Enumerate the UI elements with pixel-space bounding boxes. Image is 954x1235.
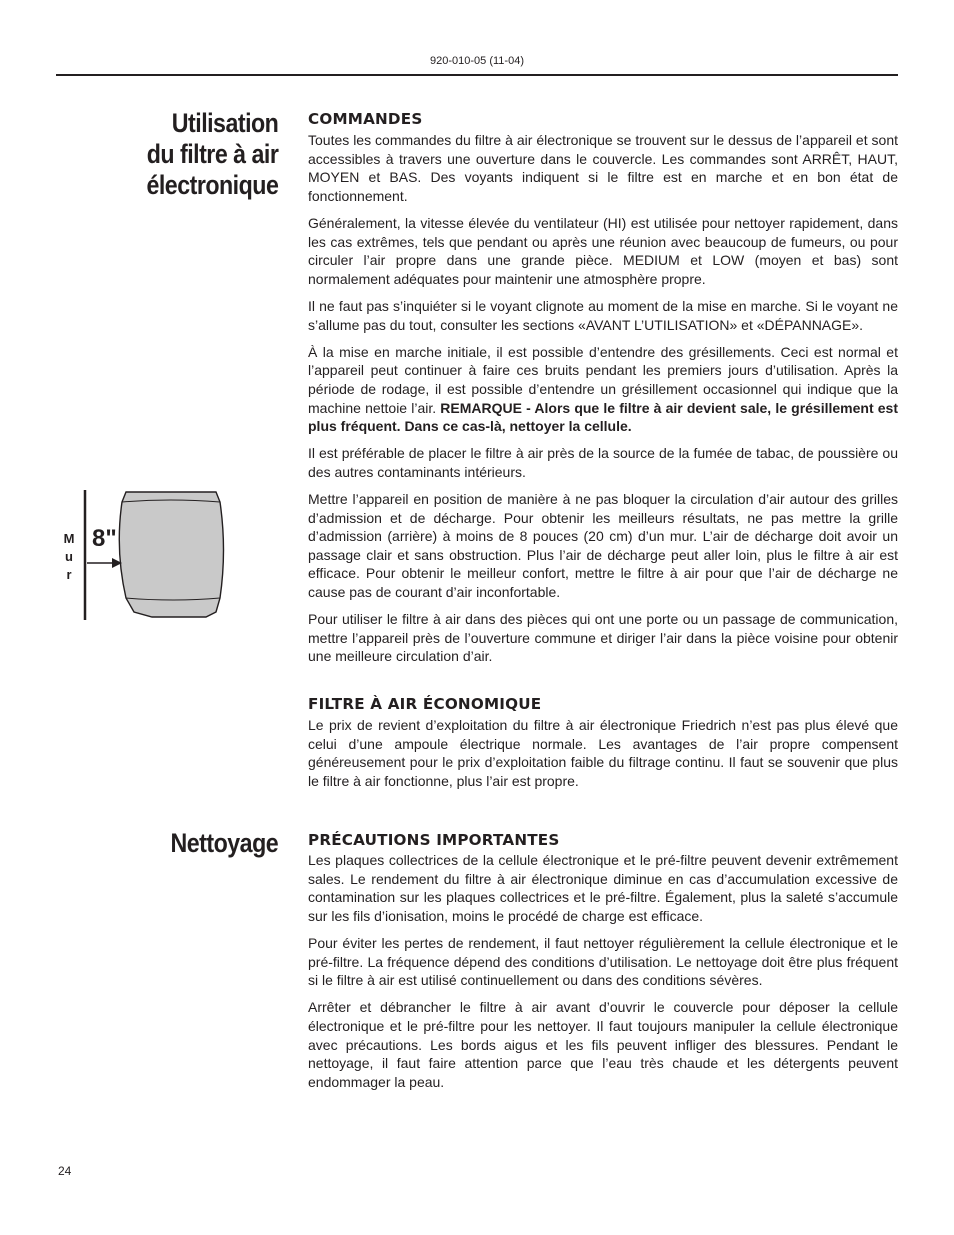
section-title-utilisation bbox=[146, 108, 278, 201]
heading-precautions: PRÉCAUTIONS IMPORTANTES bbox=[308, 831, 560, 849]
paragraph: Le prix de revient d’exploitation du filtre à air électronique Friedrich n’est pas plus élevé que celui d’une ampoule électrique normale. Les avantages de l’air propre compensent généreusement pour le prix d’exploitation faible du filtrage continu. Il faut se souvenir que plus le filtre à air fonctionne, plus l’air est propre. bbox=[308, 717, 898, 789]
document-number: 920-010-05 (11-04) bbox=[430, 55, 524, 67]
filtre-economique-text bbox=[308, 716, 898, 799]
paragraph: Il ne faut pas s’inquiéter si le voyant clignote au moment de la mise en marche. Si le voyant ne s’allume pas du tout, consulter les sections «AVANT L’UTILISATION» et «DÉPANNAGE». bbox=[308, 297, 898, 333]
paragraph: Pour utiliser le filtre à air dans des pièces qui ont une porte ou un passage de communication, mettre l’appareil près de l’ouverture commune et diriger l’air dans la pièce voisine pour obtenir une meilleure circulation d’air. bbox=[308, 611, 898, 665]
header-rule bbox=[56, 74, 898, 76]
precautions-text bbox=[308, 851, 898, 1100]
paragraph: Les plaques collectrices de la cellule électronique et le pré-filtre peuvent devenir extrêmement sales. Le rendement du filtre à air électronique diminue en cas d’accumulation excessive de contamination sur les plaques collectrices et le pré-filtre. Également, plus la saleté s’accumule sur les fils d’ionisation, moins le procédé de charge est efficace. bbox=[308, 852, 898, 924]
wall-letter: M bbox=[63, 531, 75, 546]
title-line: du filtre à air bbox=[146, 139, 278, 169]
heading-filtre-economique: FILTRE À AIR ÉCONOMIQUE bbox=[308, 695, 542, 713]
air-filter-unit-drawing bbox=[56, 488, 232, 624]
paragraph: Généralement, la vitesse élevée du ventilateur (HI) est utilisée pour nettoyer rapidement, dans les cas extrêmes, tels que pendant ou après une réunion avec beaucoup de fumeurs, ou pour circuler l’air propre dans une grande pièce. MEDIUM et LOW (moyen et bas) sont normalement adéquates pour maintenir une atmosphère propre. bbox=[308, 214, 898, 287]
paragraph: Toutes les commandes du filtre à air électronique se trouvent sur le dessus de l’appareil et sont accessibles à travers une ouverture dans le couvercle. Les commandes sont ARRÊT, HAUT, MOYEN et BAS. Des voyants indiquent si le filtre est en marche et en bon état de fonctionnement. bbox=[308, 132, 898, 204]
paragraph: Arrêter et débrancher le filtre à air avant d’ouvrir le couvercle pour déposer la cellule électronique et le pré-filtre pour les nettoyer. Il faut toujours manipuler la cellule électronique avec précautions. Les bords aigus et les fils peuvent infliger des blessures. Pendant le nettoyage, il faut faire attention parce que l’eau très chaude et les détergents peuvent endommager la peau. bbox=[308, 999, 898, 1090]
wall-letter: r bbox=[66, 567, 72, 582]
paragraph: Pour éviter les pertes de rendement, il faut nettoyer régulièrement la cellule électronique et le pré-filtre. La fréquence dépend des conditions d’utilisation. Le nettoyage doit être plus fréquent si le filtre à air est utilisé continuellement ou dans des conditions sévères. bbox=[308, 934, 898, 989]
wall-clearance-figure bbox=[56, 488, 232, 624]
paragraph: Mettre l’appareil en position de manière à ne pas bloquer la circulation d’air autour des grilles d’admission et de décharge. Pour obtenir les meilleurs résultats, ne pas mettre la grille d’admission (arrière) à moins de 8 pouces (20 cm) d’un mur. L’air de décharge doit avoir un passage clair et sans obstruction. Plus l’air de décharge peut aller loin, plus le filtre à air est efficace. Pour obtenir le meilleur confort, mettre le filtre à air pour que l’air de décharge ne cause pas de courant d’air inconfortable. bbox=[308, 491, 898, 601]
paragraph-with-remark bbox=[308, 343, 898, 436]
distance-label: 8" bbox=[92, 525, 117, 552]
page-number: 24 bbox=[58, 1164, 72, 1178]
commandes-text bbox=[308, 131, 898, 675]
title-line: Utilisation bbox=[171, 108, 278, 138]
paragraph-text: À la mise en marche initiale, il est possible d’entendre des grésillements. Ceci est normal et l’appareil peut continuer à faire ces bruits pendant les premiers jours d’utilisation. Après la période de rodage, il est possible d’entendre un grésillement occasionnel qui indique que la machine nettoie l’air. bbox=[308, 343, 898, 416]
heading-commandes: COMMANDES bbox=[308, 110, 423, 128]
wall-letter: u bbox=[65, 549, 73, 564]
section-title-nettoyage: Nettoyage bbox=[170, 828, 278, 858]
title-line: électronique bbox=[146, 170, 278, 200]
remark-bold: REMARQUE - Alors que le filtre à air devient sale, le grésillement est plus fréquent. Dans ce cas-là, nettoyer la cellule. bbox=[308, 399, 898, 435]
paragraph: Il est préférable de placer le filtre à air près de la source de la fumée de tabac, de poussière ou des autres contaminants intérieurs. bbox=[308, 445, 898, 480]
